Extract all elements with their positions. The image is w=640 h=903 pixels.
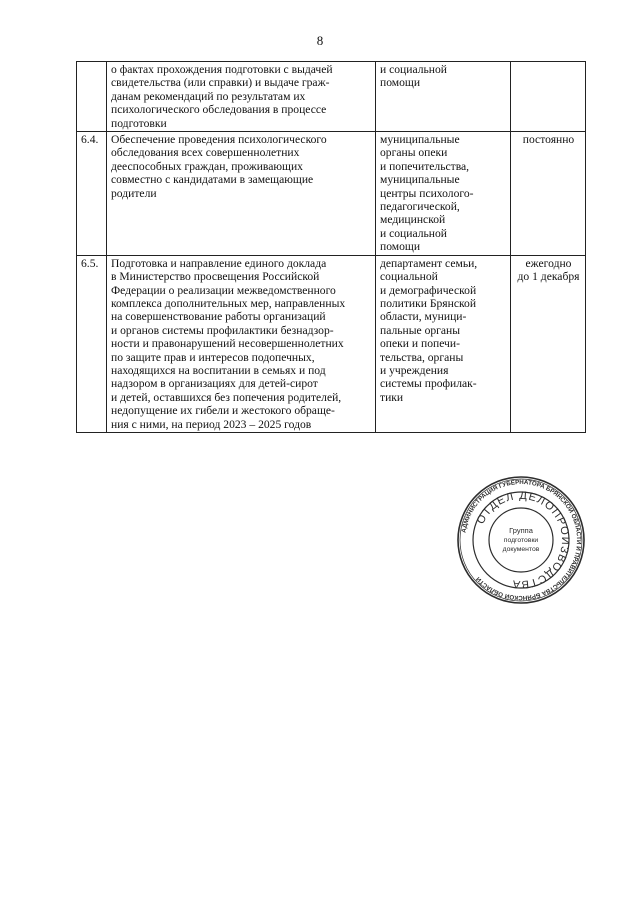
responsible-executors-line: тельства, органы xyxy=(380,350,464,364)
task-description xyxy=(107,132,376,256)
task-description-line: дееспособных граждан, проживающих xyxy=(111,159,303,173)
task-description-line: надзором в организациях для детей-сирот xyxy=(111,377,318,391)
item-number xyxy=(77,62,107,132)
task-description-line: родители xyxy=(111,186,157,200)
deadline-line: до 1 декабря xyxy=(517,270,580,284)
responsible-executors-line: пальные органы xyxy=(380,323,461,337)
deadline xyxy=(511,255,586,432)
task-description-line: о фактах прохождения подготовки с выдачей xyxy=(111,63,333,76)
page-number: 8 xyxy=(316,33,324,48)
stamp-seal-icon xyxy=(456,475,586,605)
responsible-executors-line: политики Брянской xyxy=(380,296,477,310)
responsible-executors xyxy=(376,255,511,432)
task-description-line: и органов системы профилактики безнадзор- xyxy=(111,323,334,337)
task-description-line: и детей, оставшихся без попечения родителей, xyxy=(111,390,342,404)
department-stamp xyxy=(456,475,586,605)
responsible-executors-line: и попечительства, xyxy=(380,159,470,173)
responsible-executors-line: области, муници- xyxy=(380,310,467,324)
responsible-executors-line: тики xyxy=(380,390,404,404)
responsible-executors-line: муниципальные xyxy=(380,173,460,187)
deadline xyxy=(511,62,586,132)
task-description-line: недопущение их гибели и жестокого обраще- xyxy=(111,404,335,418)
task-description-line: на совершенствование работы организаций xyxy=(111,310,326,324)
task-description-line: свидетельства (или справки) и выдаче граж- xyxy=(111,76,330,90)
task-description-line: подготовки xyxy=(111,116,167,130)
deadline-line: постоянно xyxy=(522,133,575,147)
responsible-executors-line: помощи xyxy=(380,240,421,254)
responsible-executors-line: органы опеки xyxy=(380,146,448,160)
task-description-line: по защите прав и интересов подопечных, xyxy=(111,350,315,364)
task-description-line: находящихся на воспитании в семьях и под xyxy=(111,363,326,377)
task-description-line: обследования всех совершеннолетних xyxy=(111,146,300,160)
task-description-line: ния с ними, на период 2023 – 2025 годов xyxy=(111,417,312,431)
stamp-center-line-2: подготовки xyxy=(503,537,539,544)
stamp-outer-text: АДМИНИСТРАЦИЯ ГУБЕРНАТОРА БРЯНСКОЙ ОБЛАСТИ И ПРАВИТЕЛЬСТВА БРЯНСКОЙ ОБЛАСТИ xyxy=(460,478,583,602)
measures-table-body xyxy=(77,62,586,433)
measures-table xyxy=(76,61,586,433)
responsible-executors-line: и социальной xyxy=(380,226,447,240)
responsible-executors-line: и демографической xyxy=(380,283,477,297)
task-description-line: совместно с кандидатами в замещающие xyxy=(111,173,314,187)
task-description-line: ности и правонарушений несовершеннолетних xyxy=(111,337,344,351)
responsible-executors xyxy=(376,62,511,132)
responsible-executors-line: социальной xyxy=(380,270,438,284)
stamp-center-line-3: документов xyxy=(502,546,540,553)
responsible-executors-line: и социальной xyxy=(380,63,447,76)
responsible-executors-line: медицинской xyxy=(380,213,446,227)
item-number: 6.5. xyxy=(77,255,107,432)
responsible-executors-line: системы профилак- xyxy=(380,377,477,391)
item-number: 6.4. xyxy=(77,132,107,256)
stamp-center-line-1: Группа xyxy=(509,526,533,535)
responsible-executors-line: департамент семьи, xyxy=(380,256,478,270)
task-description-line: Федерации о реализации межведомственного xyxy=(111,283,336,297)
responsible-executors-line: и учреждения xyxy=(380,363,449,377)
task-description-line: Подготовка и направление единого доклада xyxy=(111,256,327,270)
responsible-executors-line: центры психолого- xyxy=(380,186,474,200)
table-row xyxy=(77,132,586,256)
deadline xyxy=(511,132,586,256)
task-description xyxy=(107,255,376,432)
table-row xyxy=(77,255,586,432)
task-description-line: данам рекомендаций по результатам их xyxy=(111,89,306,103)
task-description-line: Обеспечение проведения психологического xyxy=(111,133,327,147)
responsible-executors-line: опеки и попечи- xyxy=(380,337,460,351)
responsible-executors-line: муниципальные xyxy=(380,133,460,147)
responsible-executors xyxy=(376,132,511,256)
table-row xyxy=(77,62,586,132)
task-description-line: в Министерство просвещения Российской xyxy=(111,270,320,284)
deadline-line: ежегодно xyxy=(525,256,572,270)
responsible-executors-line: педагогической, xyxy=(380,200,460,214)
stamp-inner-text: ОТДЕЛ ДЕЛОПРОИЗВОДСТВА xyxy=(474,489,572,591)
task-description-line: психологического обследования в процессе xyxy=(111,103,327,117)
responsible-executors-line: помощи xyxy=(380,76,421,90)
task-description-line: комплекса дополнительных мер, направленных xyxy=(111,296,346,310)
task-description xyxy=(107,62,376,132)
